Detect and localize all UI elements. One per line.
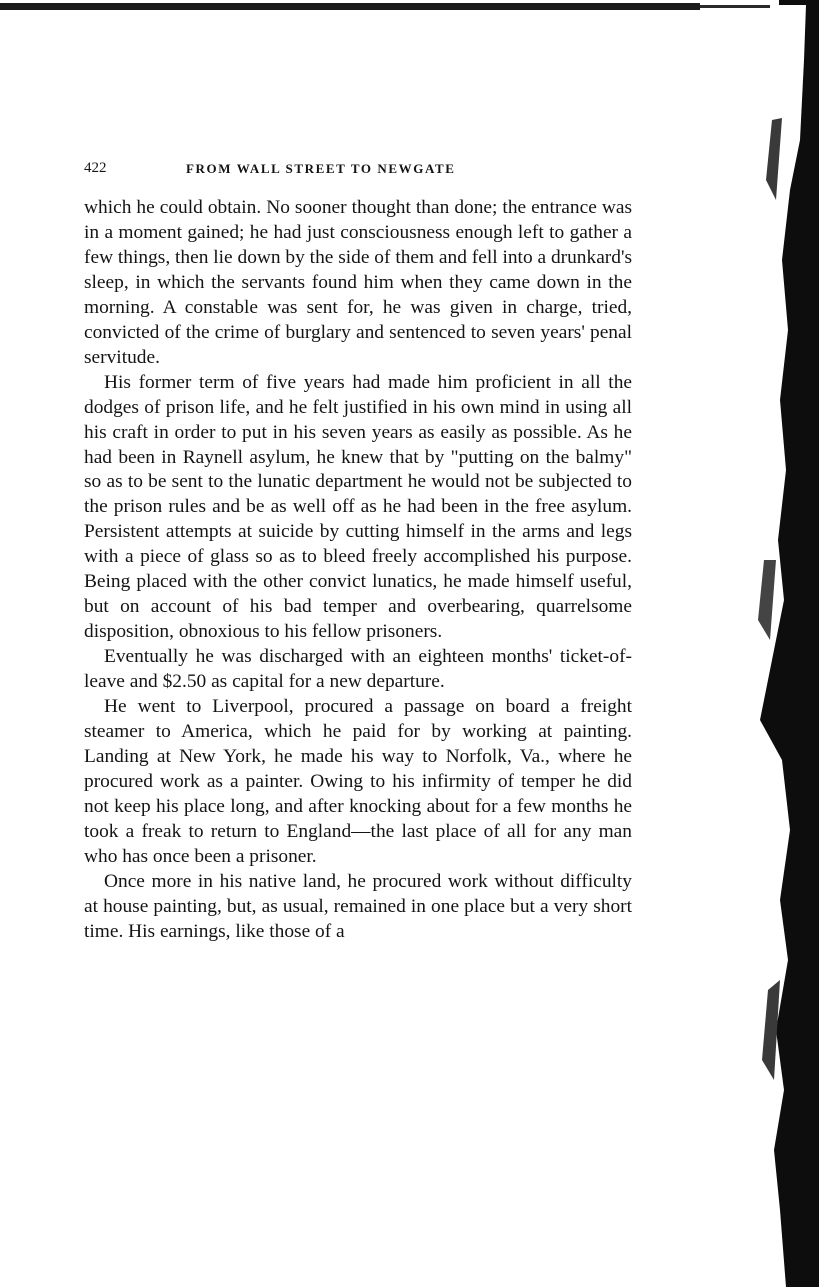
paragraph-3: Eventually he was discharged with an eighteen months' ticket-of-leave and $2.50 as capital for a new departure.	[84, 646, 632, 693]
paragraph-5: Once more in his native land, he procured work without difficulty at house painting, but, as usual, remained in one place but a very short time. His earnings, like those of a	[84, 870, 632, 942]
body-text	[84, 196, 632, 945]
paragraph-2: His former term of five years had made him proficient in all the dodges of prison life, and he felt justified in his own mind in using all his craft in order to put in his seven years as easily as possible. As he had been in Raynell asylum, he knew that by "putting on the balmy" so as to be sent to the lunatic department he would not be subjected to the prison rules and be as well off as he had been in the free asylum. Persistent attempts at suicide by cutting himself in the arms and legs with a piece of glass so as to bleed freely accomplished his purpose. Being placed with the other convict lunatics, he made himself useful, but on account of his bad temper and overbearing, quarrelsome disposition, obnoxious to his fellow prisoners.	[84, 371, 632, 643]
page-number: 422	[84, 160, 107, 176]
page-header	[84, 160, 636, 180]
paragraph-4: He went to Liverpool, procured a passage on board a freight steamer to America, which he paid for by working at painting. Landing at New York, he made his way to Norfolk, Va., where he procured work as a painter. Owing to his infirmity of temper he did not keep his place long, and after knocking about for a few months he took a freak to return to England—the last place of all for any man who has once been a prisoner.	[84, 696, 632, 867]
running-title: FROM WALL STREET TO NEWGATE	[186, 161, 456, 176]
paragraph-1: which he could obtain. No sooner thought than done; the entrance was in a moment gained; he had just consciousness enough left to gather a few things, then lie down by the side of them and fell into a drunkard's sleep, in which the servants found him when they came down in the morning. A constable was sent for, he was given in charge, tried, convicted of the crime of burglary and sentenced to seven years' penal servitude.	[84, 197, 632, 368]
